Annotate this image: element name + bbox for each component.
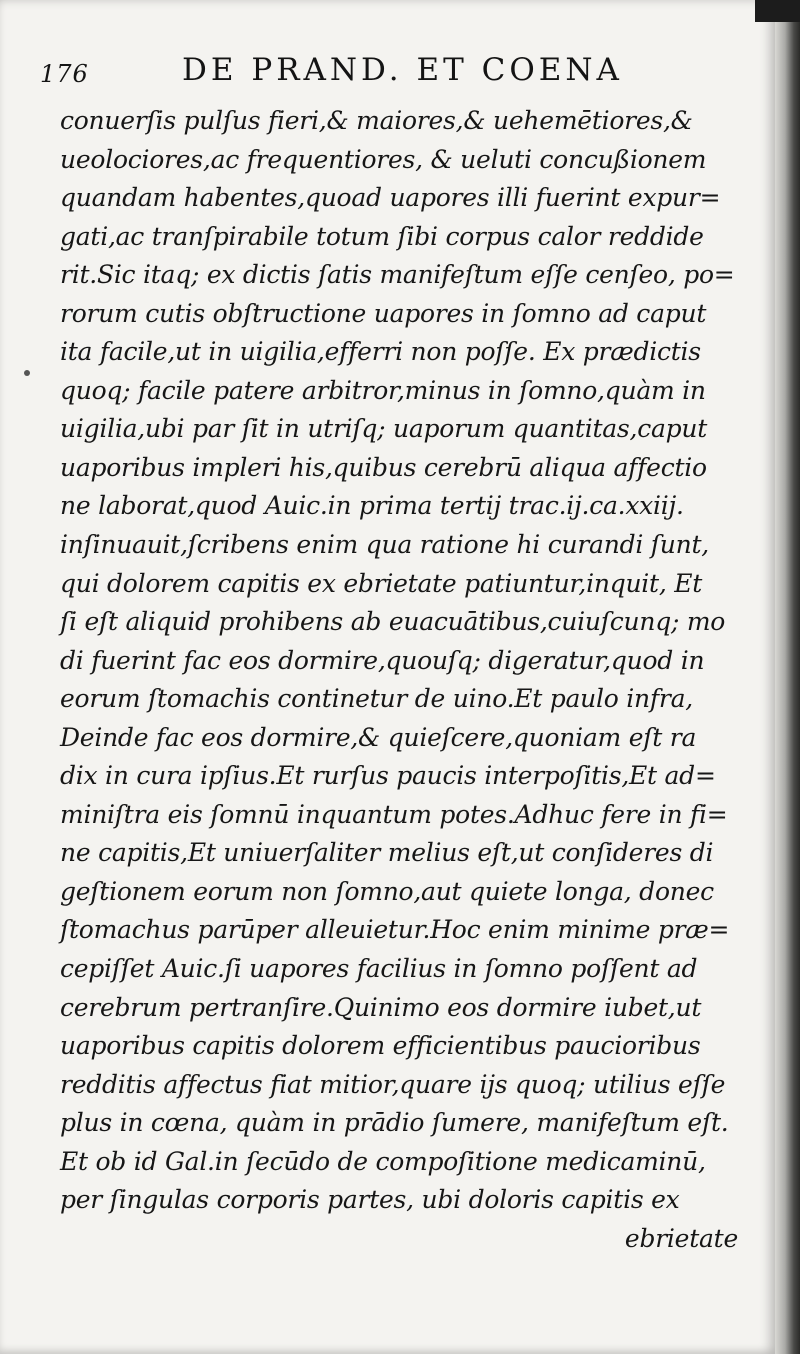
page-number: 176 bbox=[40, 60, 89, 88]
text-line: inſinuauit,ſcribens enim qua ratione hi curandi ſunt, bbox=[60, 530, 709, 560]
text-line: quandam habentes,quoad uapores illi fuerint expur= bbox=[60, 183, 721, 213]
binding-corner bbox=[755, 0, 800, 22]
text-line: ueolociores,ac frequentiores, & ueluti concußionem bbox=[60, 144, 707, 174]
text-line: eorum ſtomachis continetur de uino.Et paulo infra, bbox=[60, 684, 693, 714]
text-line: Deinde fac eos dormire,& quieſcere,quoniam eſt ra bbox=[60, 722, 697, 752]
running-title: DE PRAND. ET COENA bbox=[182, 52, 623, 88]
page-edge-shadow bbox=[775, 0, 800, 1354]
text-line: ne laborat,quod Auic.in prima tertij trac.ij.ca.xxiij. bbox=[60, 491, 684, 521]
ink-spot bbox=[24, 370, 30, 376]
catchword: ebrietate bbox=[624, 1223, 738, 1253]
text-line: ſi eſt aliquid prohibens ab euacuātibus,cuiuſcunq; mo bbox=[60, 607, 726, 637]
text-line: Et ob id Gal.in ſecūdo de compoſitione medicaminū, bbox=[60, 1146, 706, 1176]
text-line: geſtionem eorum non ſomno,aut quiete longa, donec bbox=[60, 876, 714, 906]
text-line: rit.Sic itaq; ex dictis ſatis manifeſtum eſſe cenſeo, po= bbox=[60, 260, 735, 290]
text-line: miniſtra eis ſomnū inquantum potes.Adhuc fere in fi= bbox=[60, 799, 728, 829]
text-line: per ſingulas corporis partes, ubi doloris capitis ex bbox=[60, 1185, 680, 1215]
text-line: plus in cœna, quàm in prādio ſumere, manifeſtum eſt. bbox=[60, 1108, 729, 1138]
text-line: uigilia,ubi par ſit in utriſq; uaporum quantitas,caput bbox=[60, 414, 707, 444]
text-line: di fuerint fac eos dormire,quouſq; digeratur,quod in bbox=[60, 645, 705, 675]
text-line: cerebrum pertranſire.Quinimo eos dormire iubet,ut bbox=[60, 992, 702, 1022]
text-line: ſtomachus parūper alleuietur.Hoc enim minime præ= bbox=[60, 915, 730, 945]
text-line: uaporibus impleri his,quibus cerebrū aliqua affectio bbox=[60, 452, 707, 482]
text-line: qui dolorem capitis ex ebrietate patiuntur,inquit, Et bbox=[60, 568, 703, 598]
text-line: ne capitis,Et uniuerſaliter melius eſt,ut conſideres di bbox=[60, 838, 714, 868]
body-text bbox=[60, 102, 746, 1258]
text-line: gati,ac tranſpirabile totum ſibi corpus calor reddide bbox=[60, 221, 704, 251]
text-line: rorum cutis obſtructione uapores in ſomno ad caput bbox=[60, 298, 707, 328]
text-line: ita facile,ut in uigilia,efferri non poſſe. Ex prædictis bbox=[60, 337, 701, 367]
text-line: conuerſis pulſus fieri,& maiores,& uehemētiores,& bbox=[60, 106, 693, 135]
page-header bbox=[40, 52, 730, 96]
text-line: quoq; facile patere arbitror,minus in ſomno,quàm in bbox=[60, 375, 706, 405]
text-line: uaporibus capitis dolorem efficientibus paucioribus bbox=[60, 1031, 701, 1061]
text-line: cepiſſet Auic.ſi uapores facilius in ſomno poſſent ad bbox=[60, 954, 698, 984]
text-line: redditis affectus fiat mitior,quare ijs quoq; utilius eſſe bbox=[60, 1069, 726, 1099]
text-line: dix in cura ipſius.Et rurſus paucis interpoſitis,Et ad= bbox=[60, 761, 716, 791]
